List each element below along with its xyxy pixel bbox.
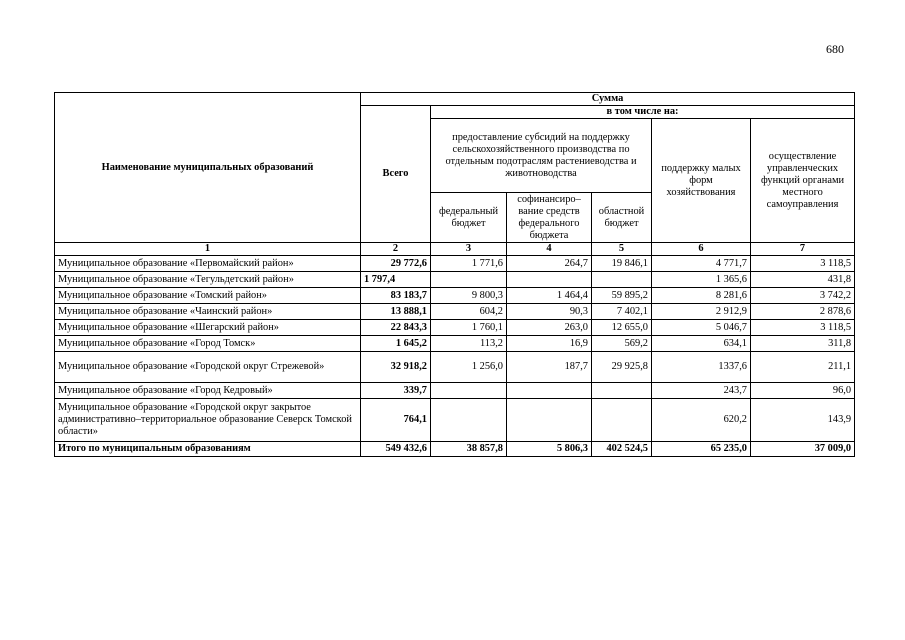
header-sum: Сумма	[361, 93, 855, 106]
row-small-forms: 634,1	[652, 336, 751, 352]
row-federal	[431, 383, 507, 399]
row-management: 143,9	[751, 399, 855, 442]
column-number: 5	[592, 243, 652, 256]
row-federal: 9 800,3	[431, 288, 507, 304]
totals-federal: 38 857,8	[431, 442, 507, 457]
row-cofinancing: 263,0	[507, 320, 592, 336]
row-name: Муниципальное образование «Город Кедровый»	[55, 383, 361, 399]
header-federal: федеральный бюджет	[431, 193, 507, 243]
row-management: 96,0	[751, 383, 855, 399]
row-name: Муниципальное образование «Город Томск»	[55, 336, 361, 352]
header-regional: областной бюджет	[592, 193, 652, 243]
table-row	[55, 304, 855, 320]
header-cofinancing: софинансиро– вание средств федерального бюджета	[507, 193, 592, 243]
column-number: 3	[431, 243, 507, 256]
table-row	[55, 288, 855, 304]
row-total: 22 843,3	[361, 320, 431, 336]
header-subsidies: предоставление субсидий на поддержку сельскохозяйственного производства по отдельным подотраслям растениеводства и животноводства	[431, 119, 652, 193]
row-management: 3 118,5	[751, 320, 855, 336]
row-name: Муниципальное образование «Шегарский район»	[55, 320, 361, 336]
row-cofinancing: 90,3	[507, 304, 592, 320]
row-cofinancing: 264,7	[507, 256, 592, 272]
totals-name: Итого по муниципальным образованиям	[55, 442, 361, 457]
column-number: 2	[361, 243, 431, 256]
column-number: 4	[507, 243, 592, 256]
table-row	[55, 399, 855, 442]
row-total: 339,7	[361, 383, 431, 399]
row-name: Муниципальное образование «Томский район»	[55, 288, 361, 304]
row-regional: 12 655,0	[592, 320, 652, 336]
row-federal: 113,2	[431, 336, 507, 352]
row-small-forms: 5 046,7	[652, 320, 751, 336]
row-small-forms: 243,7	[652, 383, 751, 399]
row-total: 764,1	[361, 399, 431, 442]
row-name: Муниципальное образование «Чаинский район»	[55, 304, 361, 320]
row-total: 83 183,7	[361, 288, 431, 304]
row-regional	[592, 399, 652, 442]
row-cofinancing: 16,9	[507, 336, 592, 352]
row-small-forms: 1337,6	[652, 352, 751, 383]
row-regional: 19 846,1	[592, 256, 652, 272]
row-federal: 1 771,6	[431, 256, 507, 272]
row-small-forms: 4 771,7	[652, 256, 751, 272]
table-row	[55, 383, 855, 399]
header-including: в том числе на:	[431, 106, 855, 119]
header-name-column: Наименование муниципальных образований	[55, 93, 361, 243]
row-federal: 1 760,1	[431, 320, 507, 336]
column-number-row	[55, 243, 855, 256]
row-federal: 1 256,0	[431, 352, 507, 383]
row-cofinancing: 1 464,4	[507, 288, 592, 304]
budget-table	[54, 92, 855, 457]
row-management: 431,8	[751, 272, 855, 288]
row-name: Муниципальное образование «Тегульдетский район»	[55, 272, 361, 288]
row-cofinancing	[507, 383, 592, 399]
row-federal	[431, 272, 507, 288]
row-management: 211,1	[751, 352, 855, 383]
row-total: 1 797,4	[361, 272, 431, 288]
column-number: 1	[55, 243, 361, 256]
row-name: Муниципальное образование «Городской округ закрытое административно–территориальное образование Северск Томской области»	[55, 399, 361, 442]
table-row	[55, 272, 855, 288]
column-number: 6	[652, 243, 751, 256]
row-small-forms: 8 281,6	[652, 288, 751, 304]
row-management: 311,8	[751, 336, 855, 352]
totals-cofinancing: 5 806,3	[507, 442, 592, 457]
row-regional	[592, 272, 652, 288]
totals-small-forms: 65 235,0	[652, 442, 751, 457]
header-small-forms: поддержку малых форм хозяйствования	[652, 119, 751, 243]
totals-management: 37 009,0	[751, 442, 855, 457]
row-total: 1 645,2	[361, 336, 431, 352]
row-small-forms: 1 365,6	[652, 272, 751, 288]
row-regional: 7 402,1	[592, 304, 652, 320]
row-regional	[592, 383, 652, 399]
table-row	[55, 336, 855, 352]
row-name: Муниципальное образование «Городской округ Стрежевой»	[55, 352, 361, 383]
table-row	[55, 352, 855, 383]
row-federal	[431, 399, 507, 442]
row-management: 2 878,6	[751, 304, 855, 320]
totals-row	[55, 442, 855, 457]
column-number: 7	[751, 243, 855, 256]
page-number: 680	[826, 42, 844, 56]
row-cofinancing: 187,7	[507, 352, 592, 383]
row-cofinancing	[507, 399, 592, 442]
table-row	[55, 320, 855, 336]
row-small-forms: 2 912,9	[652, 304, 751, 320]
row-total: 29 772,6	[361, 256, 431, 272]
header-total: Всего	[361, 106, 431, 243]
header-management: осуществление управленческих функций органами местного самоуправления	[751, 119, 855, 243]
totals-regional: 402 524,5	[592, 442, 652, 457]
row-cofinancing	[507, 272, 592, 288]
row-small-forms: 620,2	[652, 399, 751, 442]
row-total: 13 888,1	[361, 304, 431, 320]
row-regional: 569,2	[592, 336, 652, 352]
row-total: 32 918,2	[361, 352, 431, 383]
row-name: Муниципальное образование «Первомайский район»	[55, 256, 361, 272]
row-regional: 59 895,2	[592, 288, 652, 304]
row-management: 3 742,2	[751, 288, 855, 304]
table-row	[55, 256, 855, 272]
row-management: 3 118,5	[751, 256, 855, 272]
row-federal: 604,2	[431, 304, 507, 320]
row-regional: 29 925,8	[592, 352, 652, 383]
totals-total: 549 432,6	[361, 442, 431, 457]
